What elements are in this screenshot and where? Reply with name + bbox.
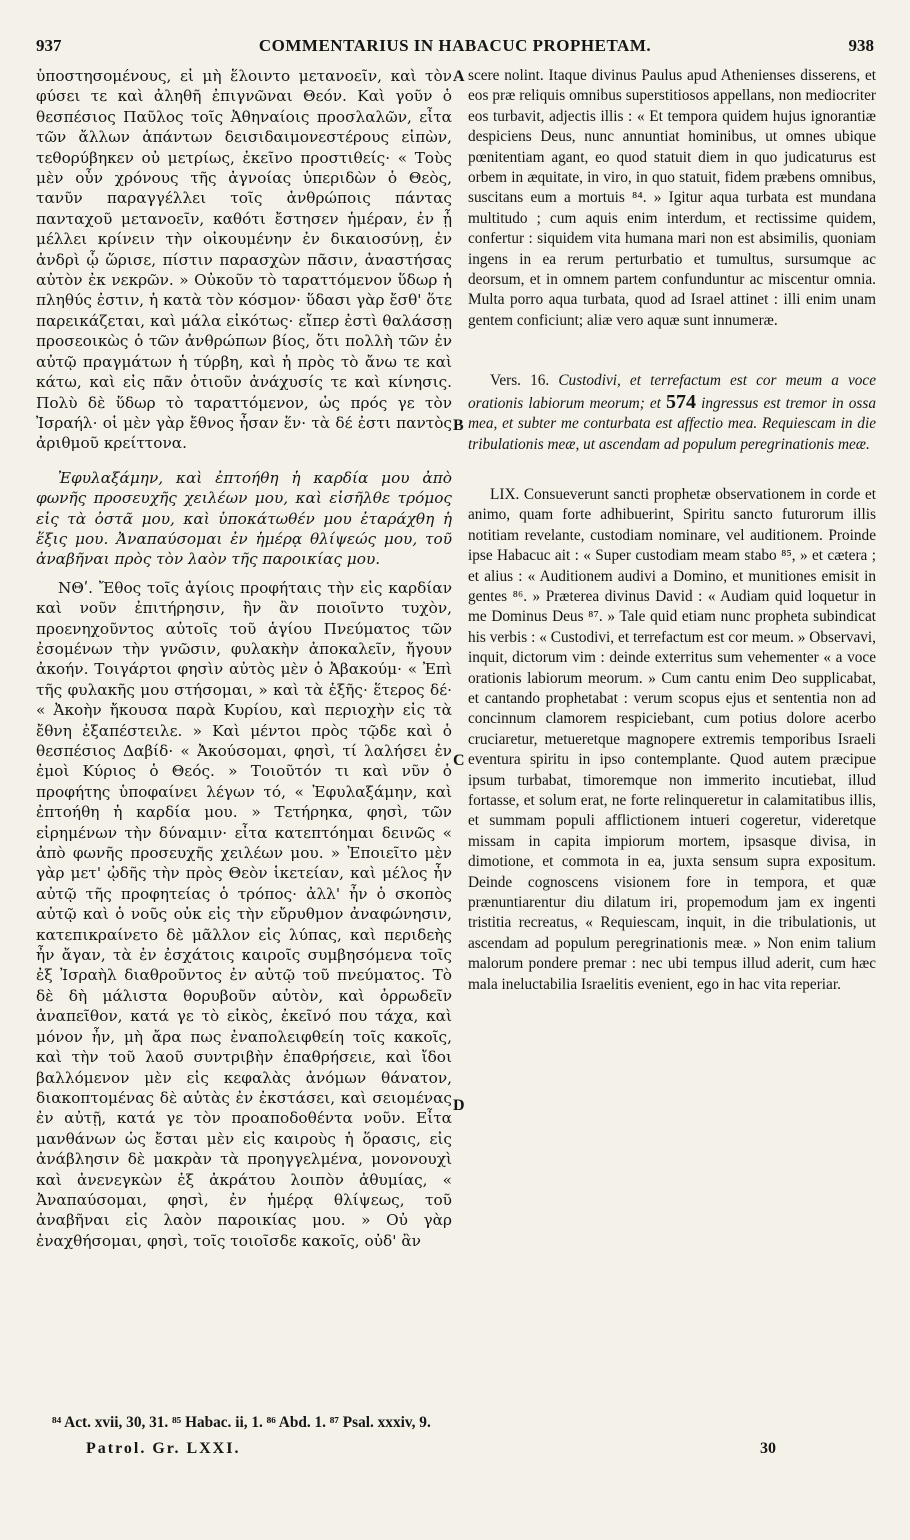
greek-paragraph-2: ΝΘʹ. Ἔθος τοῖς ἁγίοις προφήταις τὴν εἰς καρδίαν καὶ νοῦν ἐπιτήρησιν, ἣν ἂν ποιοῖντο τυχὸν, προενηχοῦντος αὐτοῖς τοῦ ἁγίου Πνεύματος τῶν ἐσομένων τὴν γνῶσιν, φυλακὴν ἀποκαλεῖν, ἤγουν ἀκοήν. Τοιγάρτοι φησὶν αὐτὸς μὲν ὁ Ἀβακούμ· « Ἐπὶ τῆς φυλακῆς μου στήσομαι, » καὶ τὰ ἑξῆς· ἕτερος δέ· « Ἀκοὴν ἤκουσα παρὰ Κυρίου, καὶ περιοχὴν εἰς τὰ ἔθνη ἐξαπέστειλε. » Καὶ μέντοι πρὸς τῷδε καὶ ὁ θεσπέσιος Δαβίδ· « Ἀκούσομαι, φησὶ, τί λαλήσει ἐν ἐμοὶ Κύριος ὁ Θεός. » Τοιοῦτόν τι καὶ νῦν ὁ προφήτης ὑποφαίνει λέγων τό, « Ἐφυλαξάμην, καὶ ἐπτοήθη ἡ καρδία μου. » Τετήρηκα, φησὶ, τῶν εἰρημένων τὴν δύναμιν· εἶτα κατεπτόημαι δεινῶς « ἀπὸ φωνῆς προσευχῆς χειλέων μου. » Ἐποιεῖτο μὲν γὰρ μετ' ᾠδῆς τὴν πρὸς Θεὸν ἱκετείαν, καὶ μέλος ἦν αὐτῷ τῆς προφητείας ὁ τρόπος· ἀλλ' ἦν ὁ σκοπὸς αὐτῷ καὶ ὁ νοῦς οὐκ εἰς τὴν εὔρυθμον ἀναφώνησιν, κατεπικραίνετο δὲ μᾶλλον εἰς λύπας, καὶ περιδεὴς ἦν ἄγαν, τὰ ἐν ἐσχάτοις καιροῖς συμβησόμενα τοῖς ἐξ Ἰσραὴλ διαθροῦντος ἐν αὐτῷ τοῦ πνεύματος. Τὸ δὲ δὴ μάλιστα θορυβοῦν αὐτὸν, καὶ ὀρρωδεῖν ἀναπεῖθον, κατά γε τὸ εἰκὸς, ἐκεῖνό που τάχα, καὶ μόνον ἦν, μὴ ἄρα πως ἐναπολειφθείη τοῖς κακοῖς, καὶ τὴν τοῦ λαοῦ συντριβὴν ἐπαθρήσειε, καὶ ἴδοι βαλλόμενον μὲν εἰς κεφαλὰς ἀνόμων θάνατον, διακοπτομένας δὲ αὐτὰς ἐν ἐκστάσει, καὶ σειομένας ἐν αὐτῇ, κατά γε τὸν προαποδοθέντα νοῦν. Εἶτα μανθάνων ὡς ἔσται μὲν εἰς καιροὺς ἡ ὅρασις, εἰς ἀνάβλησιν δὲ μακρὰν τὰ προηγγελμένα, μονονουχὶ καὶ ἀνενεγκὼν ἐξ ἀκράτου λοιπὸν ἀθυμίας, « Ἀναπαύσομαι, φησὶ, ἐν ἡμέρᾳ θλίψεως, τοῦ ἀναβῆναι εἰς λαὸν παροικίας μου. » Οὐ γὰρ ἐναχθήσομαι, φησὶ, τοῖς τοιοῖσδε κακοῖς, οὐδ' ἂν (36, 578, 452, 1250)
margin-mark-a: A (453, 68, 465, 85)
verse-text-a: Custodivi, et terrefactum est cor meum a voce orationis labiorum meorum; et (468, 372, 876, 412)
latin-column (468, 66, 876, 995)
footnotes: ⁸⁴ Act. xvii, 30, 31. ⁸⁵ Habac. ii, 1. ⁸⁶ Abd. 1. ⁸⁷ Psal. xxxiv, 9. (52, 1414, 431, 1431)
column-number: 574 (666, 390, 697, 413)
verse-label: Vers. 16. (490, 372, 550, 390)
page-number-right: 938 (848, 36, 874, 55)
greek-paragraph-1: ὑποστησομένους, εἰ μὴ ἕλοιντο μετανοεῖν, καὶ τὸν φύσει τε καὶ ἀληθῆ ἐπιγνῶναι Θεόν. Καὶ γοῦν ὁ θεσπέσιος Παῦλος τοῖς Ἀθηναίοις προσλαλῶν, εἶτα τῶν ἄλλων ἁπάντων δεισιδαιμονεστέρους εἰπὼν, τεθορύβηκεν οὐ μετρίως, ἐκεῖνο προστιθείς· « Τοὺς μὲν οὖν χρόνους τῆς ἀγνοίας ὑπεριδὼν ὁ Θεὸς, τανῦν παραγγέλλει τοῖς ἀνθρώποις πάντας πανταχοῦ μετανοεῖν, καθότι ἔστησεν ἡμέραν, ἐν ᾗ μέλλει κρίνειν τὴν οἰκουμένην ἐν δικαιοσύνῃ, ἐν ἀνδρὶ ᾧ ὥρισε, πίστιν παρασχὼν πᾶσιν, ἀναστήσας αὐτὸν ἐκ νεκρῶν. » Οὐκοῦν τὸ ταραττόμενον ὕδωρ ἡ πληθύς ἐστιν, ἡ κατὰ τὸν κόσμον· ὕδασι γὰρ ἔσθ' ὅτε παρεικάζεται, καὶ μάλα εἰκότως· εἴπερ ἐστὶ θαλάσσῃ προσεοικὼς ὁ τῶν ἀνθρώπων βίος, ὅτι πολλὴ τῶν ἐν αὐτῷ πραγμάτων ἡ τύρβη, καὶ ἡ πρὸς τὸ ἄνω τε καὶ κάτω, καὶ εἰς πᾶν ὁτιοῦν ἀνάχυσίς τε καὶ κίνησις. Πολὺ δὲ ὕδωρ τὸ ταραττόμενον, ὡς πρός γε τὸν Ἰσραήλ· οἱ μὲν γὰρ ἔθνος ἦσαν ἕν· τὰ δέ ἐστι παντὸς ἀριθμοῦ κρείττονα. (36, 67, 452, 453)
verse-text-b: ingressus est tremor in ossa mea, et subter me conturbata est affectio mea. Requiescam in die tribulationis meæ, ut ascendam ad populum peregrinationis meæ. (468, 394, 876, 453)
greek-verse-quote: Ἐφυλαξάμην, καὶ ἐπτοήθη ἡ καρδία μου ἀπὸ φωνῆς προσευχῆς χειλέων μου, καὶ εἰσῆλθε τρόμος εἰς τὰ ὀστᾶ μου, καὶ ὑποκάτωθέν μου ἐταράχθη ἡ ἕξις μου. Ἀναπαύσομαι ἐν ἡμέρᾳ θλίψεώς μου, τοῦ ἀναβῆναι πρὸς τὸν λαὸν τῆς παροικίας μου. (36, 468, 452, 569)
latin-paragraph-2: LIX. Consueverunt sancti prophetæ observationem in corde et animo, quam forte adhibuerint, Spiritu sancto futurorum illis notitiam revelante, custodiam nominare, vel auditionem. Proinde ipse Habacuc ait : « Super custodiam meam stabo ⁸⁵, » et cætera ; et alius : « Auditionem audivi a Domino, et munitiones emisit in gentes ⁸⁶. » Præterea divinus David : « Audiam quid loquetur in me Dominus Deus ⁸⁷. » Tale quid etiam nunc propheta subindicat his verbis : « Custodivi, et terrefactum est cor meum. » Observavi, inquit, dictorum vim : deinde exterritus sum vehementer « a voce orationis labiorum meorum. » Cum cantu enim Deo supplicabat, et cantando prophetabat : verum scopus ejus et sententia non ad concinnum clamorem respiciebant, cum potius dolore acerbo cruciaretur, metueretque magnopere extremis temporibus Israeli eventura spiritu in ipso contemplante. Quod autem præcipue ipsum turbabat, timoremque non immerito incutiebat, illud fortasse, et solum erat, ne forte relinqueretur in calamitatibus illis, et summam populi afflictionem intueri cogeretur, videretque missam in capita impiorum mortem, ipsasque divisa, in dimotione, et commota in ea, juxta sensum supra expositum. Deinde cognoscens visionem fore in tempora, et quæ prænuntiarentur diu dilatum iri, propemodum jam ex ingenti tristitia recreatus, « Requiescam, inquit, in die tribulationis, ut ascendam ad populum peregrinationis meæ. » Non enim talium malorum pondere premar : nec ubi tempus illud aderit, cum hæc mala ineluctabilia Israelitis evenient, ego in hac vita reperiar. (468, 485, 876, 993)
greek-column (36, 66, 452, 1251)
margin-mark-c: C (453, 752, 465, 769)
footer-signature: 30 (760, 1440, 776, 1457)
latin-paragraph-1: scere nolint. Itaque divinus Paulus apud Athenienses disserens, et eos præ reliquis omnibus superstitiosos appellans, non mediocriter eos turbavit, adjectis illis : « Et tempora quidem hujus ignorantiæ despiciens Deus, nunc annuntiat hominibus, ut omnes ubique pœnitentiam agant, eo quod statuit diem in quo judicaturus est orbem in æquitate, in viro, in quo statuit, fidem præbens omnibus, suscitans eum a mortuis ⁸⁴. » Igitur aqua turbata est mundana multitudo ; cum aquis enim interdum, et rectissime quidem, confertur : siquidem vita humana mari non est absimilis, quoniam ingens in ea rerum perturbatio et tumultus, sursumque ac deorsum, et in omnem partem confunduntur ac miscentur omnia. Multa porro aqua turbata, quod ad Israel attinet : illi enim unam gentem conficiunt; aliæ vero aquæ sunt innumeræ. (468, 67, 876, 329)
latin-verse (468, 371, 876, 455)
footer-volume: Patrol. Gr. LXXI. (86, 1440, 241, 1457)
margin-mark-b: B (453, 417, 464, 434)
running-header (36, 36, 874, 62)
margin-mark-d: D (453, 1097, 465, 1114)
page-number-left: 937 (36, 36, 62, 55)
running-title: COMMENTARIUS IN HABACUC PROPHETAM. (258, 36, 652, 55)
